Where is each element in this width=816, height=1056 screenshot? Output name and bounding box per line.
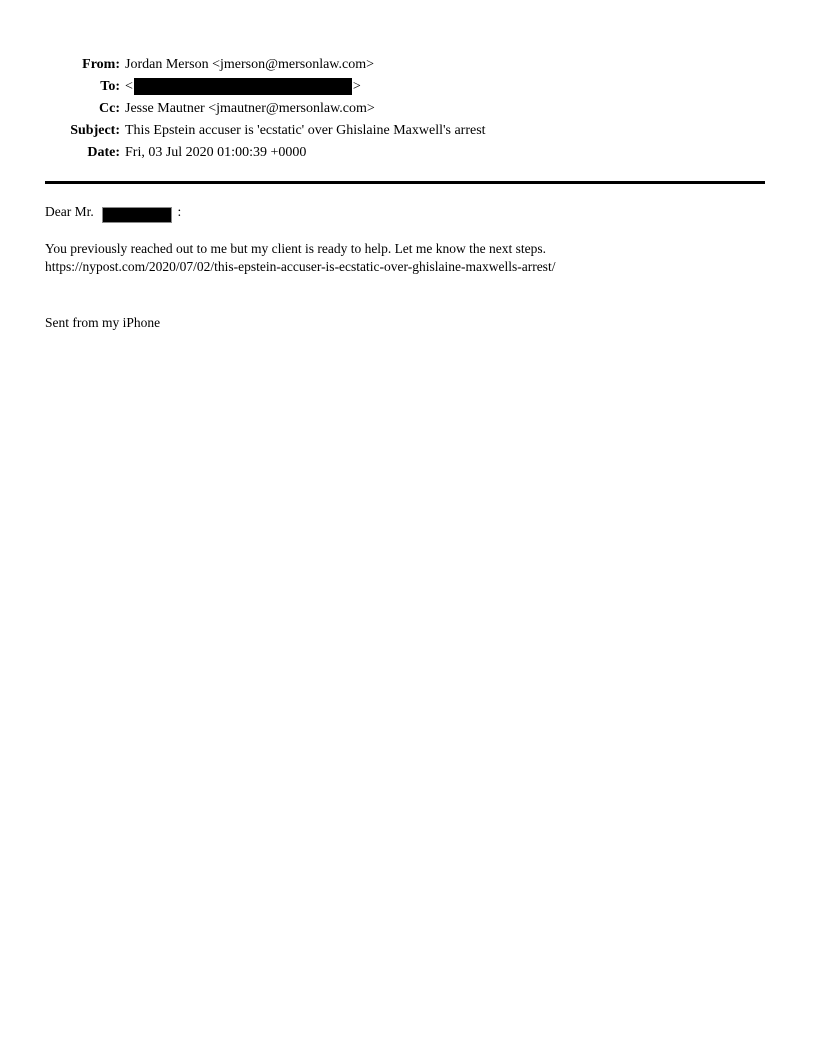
from-label: From: — [82, 57, 120, 72]
header-separator-rule — [45, 181, 765, 184]
to-redaction-bar — [134, 78, 352, 95]
to-label: To: — [100, 79, 120, 94]
to-value-open-bracket: < — [125, 79, 133, 94]
salutation-line — [45, 203, 771, 221]
article-url: https://nypost.com/2020/07/02/this-epstein-accuser-is-ecstatic-over-ghislaine-maxwells-arrest/ — [45, 259, 556, 274]
signature-line: Sent from my iPhone — [45, 315, 161, 330]
to-value-close-bracket: > — [352, 79, 361, 94]
salutation-redaction-bar — [102, 207, 172, 223]
header-row-date — [0, 142, 816, 164]
header-row-cc — [0, 98, 816, 120]
date-label: Date: — [87, 145, 120, 160]
header-row-from — [0, 54, 816, 76]
salutation-prefix: Dear Mr. — [45, 204, 94, 219]
subject-value: This Epstein accuser is 'ecstatic' over Ghislaine Maxwell's arrest — [125, 123, 486, 138]
cc-value: Jesse Mautner <jmautner@mersonlaw.com> — [125, 101, 375, 116]
salutation-suffix: : — [177, 204, 182, 219]
header-row-to — [0, 76, 816, 98]
date-value: Fri, 03 Jul 2020 01:00:39 +0000 — [125, 145, 307, 160]
message-paragraph — [45, 240, 771, 276]
email-header-block — [0, 54, 816, 164]
to-value — [125, 76, 361, 98]
from-value: Jordan Merson <jmerson@mersonlaw.com> — [125, 57, 375, 72]
header-row-subject — [0, 120, 816, 142]
message-text: You previously reached out to me but my client is ready to help. Let me know the next steps. — [45, 241, 547, 256]
subject-label: Subject: — [70, 123, 120, 138]
email-body-block — [45, 203, 771, 332]
cc-label: Cc: — [99, 101, 120, 116]
